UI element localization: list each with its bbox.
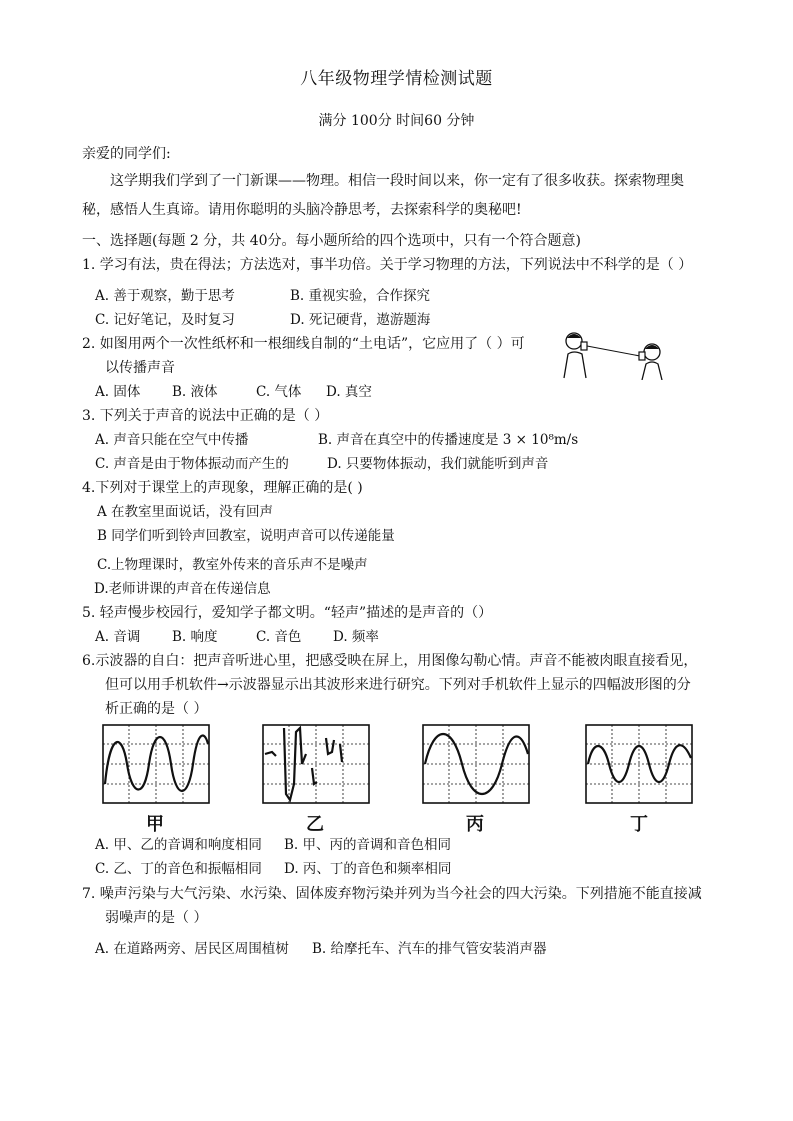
question-5-stem: 5. 轻声慢步校园行，爱知学子都文明。“轻声”描述的是声音的（）: [82, 605, 493, 621]
question-1-option-d: D. 死记硬背，遨游题海: [290, 312, 431, 328]
waveform-ding: [585, 724, 693, 804]
question-1-option-a: A. 善于观察，勤于思考: [95, 288, 235, 304]
question-4-option-b: B 同学们听到铃声回教室，说明声音可以传递能量: [97, 528, 395, 544]
question-7-option-b: B. 给摩托车、汽车的排气管安装消声器: [312, 941, 547, 957]
question-2-option-b: B. 液体: [172, 384, 218, 400]
question-1-option-c: C. 记好笔记，及时复习: [95, 312, 235, 328]
question-4-stem: 4.下列对于课堂上的声现象，理解正确的是( ): [82, 480, 363, 496]
question-4-option-a: A 在教室里面说话，没有回声: [97, 504, 274, 520]
exam-subtitle: 满分 100分 时间60 分钟: [318, 113, 475, 129]
question-2-stem-line1: 2. 如图用两个一次性纸杯和一根细线自制的“土电话”，它应用了（ ）可: [82, 336, 525, 352]
waveform-label-ding: 丁: [630, 814, 648, 835]
waveform-label-bing: 丙: [466, 814, 484, 835]
question-2-option-c: C. 气体: [256, 384, 302, 400]
question-7-stem-line2: 弱噪声的是（ ）: [105, 910, 208, 926]
question-2-option-a: A. 固体: [95, 384, 141, 400]
waveform-bing: [422, 724, 530, 804]
question-6-option-a: A. 甲、乙的音调和响度相同: [95, 837, 262, 853]
question-3-option-a: A. 声音只能在空气中传播: [95, 432, 249, 448]
question-1-option-b: B. 重视实验，合作探究: [290, 288, 431, 304]
question-5-option-d: D. 频率: [333, 629, 379, 645]
question-3-stem: 3. 下列关于声音的说法中正确的是（ ）: [82, 408, 329, 424]
question-2-option-d: D. 真空: [326, 384, 372, 400]
question-3-option-b: B. 声音在真空中的传播速度是 3 × 10⁸m/s: [318, 432, 579, 448]
waveform-label-yi: 乙: [306, 814, 324, 835]
question-4-option-d: D.老师讲课的声音在传递信息: [94, 581, 271, 597]
question-6-stem-line2: 但可以用手机软件→示波器显示出其波形来进行研究。下列对手机软件上显示的四幅波形图的分: [105, 677, 691, 693]
intro-paragraph-line2: 秘，感悟人生真谛。请用你聪明的头脑冷静思考，去探索科学的奥秘吧!: [82, 202, 522, 218]
question-6-option-d: D. 丙、丁的音色和频率相同: [284, 861, 452, 877]
question-6-option-b: B. 甲、丙的音调和音色相同: [284, 837, 452, 853]
question-5-option-a: A. 音调: [95, 629, 141, 645]
question-6-stem-line3: 析正确的是（ ）: [105, 701, 208, 717]
question-2-stem-line2: 以传播声音: [105, 360, 175, 376]
greeting: 亲爱的同学们:: [82, 146, 171, 162]
question-3-option-d: D. 只要物体振动，我们就能听到声音: [327, 456, 549, 472]
question-1-stem: 1. 学习有法，贵在得法；方法选对，事半功倍。关于学习物理的方法，下列说法中不科学的是（ ）: [82, 257, 693, 273]
question-6-option-c: C. 乙、丁的音色和振幅相同: [95, 861, 262, 877]
question-6-stem-line1: 6.示波器的自白：把声音听进心里，把感受映在屏上，用图像勾勒心情。声音不能被肉眼直接看见，: [82, 653, 698, 669]
tin-can-phone-illustration: [560, 330, 670, 384]
waveform-jia: [102, 724, 210, 804]
question-5-option-b: B. 响度: [172, 629, 218, 645]
intro-paragraph-line1: 这学期我们学到了一门新课——物理。相信一段时间以来，你一定有了很多收获。探索物理奥: [110, 173, 684, 189]
question-4-option-c: C.上物理课时，教室外传来的音乐声不是噪声: [97, 557, 368, 573]
waveform-label-jia: 甲: [146, 814, 164, 835]
question-3-option-c: C. 声音是由于物体振动而产生的: [95, 456, 289, 472]
question-7-option-a: A. 在道路两旁、居民区周围植树: [95, 941, 289, 957]
section-heading: 一、选择题(每题 2 分，共 40分。每小题所给的四个选项中，只有一个符合题意): [82, 233, 581, 249]
exam-title: 八年级物理学情检测试题: [300, 69, 493, 89]
question-7-stem-line1: 7. 噪声污染与大气污染、水污染、固体废弃物污染并列为当今社会的四大污染。下列措施不能直接减: [82, 886, 702, 902]
question-5-option-c: C. 音色: [256, 629, 302, 645]
waveform-yi: [262, 724, 370, 804]
